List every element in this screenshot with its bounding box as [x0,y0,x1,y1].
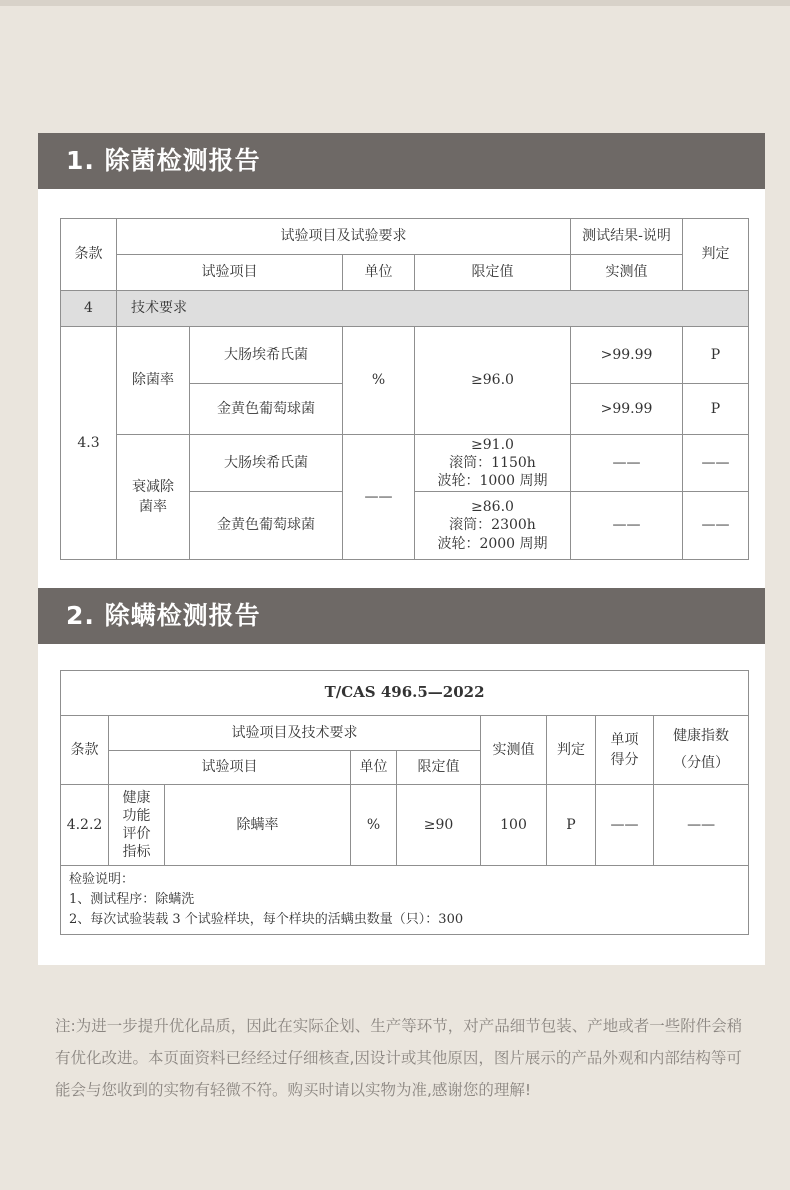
judge-cell: —— [683,492,749,560]
header-unit: 单位 [351,751,397,785]
category-line: 评价 [122,826,151,842]
limit-line: ≥91.0 [471,436,514,453]
value-cell: 100 [481,785,547,866]
category-cell: 除菌率 [117,327,190,435]
clause-cell: 4 [61,291,117,327]
standard-title: T/CAS 496.5—2022 [61,671,749,716]
test-notes [61,866,749,935]
table-row [61,327,749,384]
category-cell [117,435,190,560]
category-line: 菌率 [139,499,167,515]
judge-cell: —— [683,435,749,492]
judge-cell: P [683,384,749,435]
note-line: 2、每次试验装载 3 个试验样块，每个样块的活螨虫数量（只）：300 [69,912,464,928]
header-measured: 实测值 [481,716,547,785]
header-limit: 限定值 [397,751,481,785]
category-line: 健康 [122,789,151,806]
category-line: 功能 [122,807,151,824]
item-cell: 金黄色葡萄球菌 [190,492,343,560]
tech-req-label: 技术要求 [117,291,749,327]
header-item: 试验项目 [117,255,343,291]
table-row [61,785,749,866]
health-cell: —— [654,785,749,866]
header-result: 测试结果-说明 [571,219,683,255]
item-cell: 大肠埃希氏菌 [190,327,343,384]
header-limit: 限定值 [415,255,571,291]
header-items-req: 试验项目及试验要求 [117,219,571,255]
header-measured: 实测值 [571,255,683,291]
header-items-req: 试验项目及技术要求 [109,716,481,751]
judge-cell: P [683,327,749,384]
notes-title: 检验说明： [69,872,135,887]
item-cell: 大肠埃希氏菌 [190,435,343,492]
score-cell: —— [596,785,654,866]
sterilization-table [60,218,749,560]
header-line: （分值） [673,755,730,771]
category-line: 衰减除 [132,478,174,495]
limit-line: 波轮：1000 周期 [437,473,548,490]
top-edge [0,0,790,6]
value-cell: —— [571,492,683,560]
note-line: 1、测试程序：除螨洗 [69,892,195,908]
header-line: 得分 [610,752,639,768]
sterilization-report-section [38,133,765,588]
section-title: 2. 除螨检测报告 [38,588,765,644]
header-line: 健康指数 [673,728,730,745]
unit-cell: % [343,327,415,435]
category-cell [109,785,165,866]
category-line: 指标 [122,844,151,861]
limit-line: 滚筒：1150h [449,454,536,471]
header-item: 试验项目 [109,751,351,785]
limit-line: 滚筒：2300h [449,517,536,534]
header-judge: 判定 [683,219,749,291]
table-row [61,435,749,492]
unit-cell: % [351,785,397,866]
value-cell: >99.99 [571,384,683,435]
limit-cell [415,492,571,560]
mite-removal-table [60,670,749,935]
limit-cell: ≥96.0 [415,327,571,435]
header-health [654,716,749,785]
item-cell: 除螨率 [165,785,351,866]
clause-cell: 4.2.2 [61,785,109,866]
header-score [596,716,654,785]
header-clause: 条款 [61,219,117,291]
header-judge: 判定 [547,716,596,785]
limit-line: 波轮：2000 周期 [437,535,548,552]
table-row [61,291,749,327]
header-clause: 条款 [61,716,109,785]
limit-line: ≥86.0 [471,499,514,516]
header-unit: 单位 [343,255,415,291]
header-line: 单项 [610,731,639,748]
value-cell: —— [571,435,683,492]
judge-cell: P [547,785,596,866]
value-cell: >99.99 [571,327,683,384]
item-cell: 金黄色葡萄球菌 [190,384,343,435]
limit-cell: ≥90 [397,785,481,866]
clause-cell: 4.3 [61,327,117,560]
section-title: 1. 除菌检测报告 [38,133,765,189]
footer-disclaimer: 注:为进一步提升优化品质，因此在实际企划、生产等环节，对产品细节包装、产地或者一些附件会稍有优化改进。本页面资料已经经过仔细核查,因设计或其他原因，图片展示的产品外观和内部结构等可能会与您收到的实物有轻微不符。购买时请以实物为准,感谢您的理解! [55,1017,743,1099]
mite-removal-report-section [38,588,765,965]
limit-cell [415,435,571,492]
unit-cell: —— [343,435,415,560]
